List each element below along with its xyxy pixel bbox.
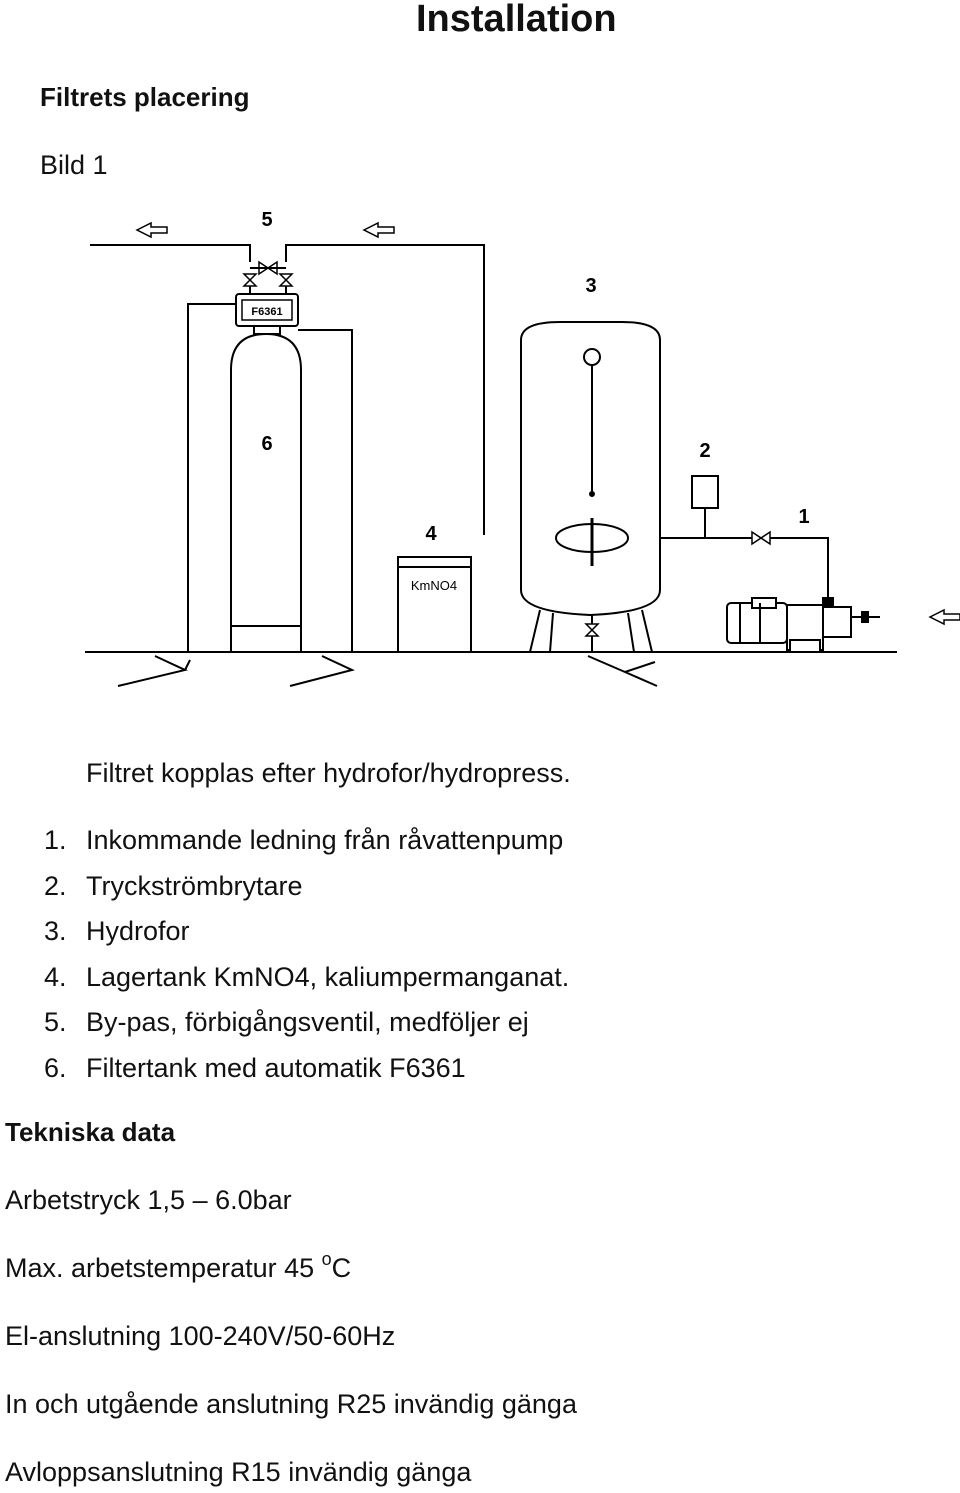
outlet-arrow-icon xyxy=(137,223,167,237)
diagram-label-4: 4 xyxy=(425,523,437,545)
drain-pipe-filter xyxy=(188,304,236,652)
tech-data-heading: Tekniska data xyxy=(5,1117,176,1147)
tech-temperature: Max. arbetstemperatur 45 $^o$C xyxy=(5,1249,352,1283)
tech-electric: El-anslutning 100-240V/50-60Hz xyxy=(5,1321,396,1351)
supply-pipe xyxy=(286,245,484,535)
figure-label: Bild 1 xyxy=(40,150,108,180)
list-item: 4. Lagertank KmNO4, kaliumpermanganat. xyxy=(44,961,570,992)
outlet-pipe xyxy=(90,245,250,262)
hydrofor-tank xyxy=(521,322,660,615)
bypass-valve-icon xyxy=(244,262,292,286)
filter-head-label: F6361 xyxy=(251,306,283,318)
inlet-pipe xyxy=(660,538,828,598)
tech-connection: In och utgående anslutning R25 invändig gänga xyxy=(5,1389,577,1419)
kmno4-tank-label: KmNO4 xyxy=(410,578,458,593)
filter-tank-base xyxy=(231,626,301,652)
brine-line xyxy=(298,330,352,652)
drain-valve-icon xyxy=(586,624,598,636)
diagram-label-1: 1 xyxy=(798,506,810,528)
drain-funnel-left xyxy=(118,656,185,686)
pressure-gauge-icon xyxy=(584,349,600,365)
drain-funnel-right xyxy=(588,656,657,686)
diagram-label-6: 6 xyxy=(261,433,273,455)
inlet-arrow-icon-right xyxy=(930,610,960,624)
diagram-label-2: 2 xyxy=(699,440,711,462)
inlet-arrow-icon-top xyxy=(364,223,394,237)
installation-diagram xyxy=(0,195,960,705)
list-item: 3. Hydrofor xyxy=(44,916,190,946)
list-item: 5. By-pas, förbigångsventil, medföljer ej xyxy=(44,1007,529,1037)
legend-list xyxy=(44,818,569,1091)
diagram-label-5: 5 xyxy=(261,209,273,231)
list-item: 2. Tryckströmbrytare xyxy=(44,870,303,901)
page-title: Installation xyxy=(416,0,617,40)
list-item: 1. Inkommande ledning från råvattenpump xyxy=(44,825,564,855)
inlet-valve-icon xyxy=(752,532,770,544)
filter-tank xyxy=(231,334,301,626)
intro-text: Filtret kopplas efter hydrofor/hydropress. xyxy=(86,758,571,788)
list-item: 6. Filtertank med automatik F6361 xyxy=(44,1052,466,1083)
tech-pressure: Arbetstryck 1,5 – 6.0bar xyxy=(5,1185,292,1215)
diagram-label-3: 3 xyxy=(585,275,597,297)
pump-icon xyxy=(727,598,880,652)
drain-funnel-mid xyxy=(290,656,352,686)
kmno4-tank xyxy=(398,557,471,652)
pressure-switch xyxy=(692,476,718,508)
section-heading-placement: Filtrets placering xyxy=(40,82,250,112)
tech-drain: Avloppsanslutning R15 invändig gänga xyxy=(5,1457,472,1487)
